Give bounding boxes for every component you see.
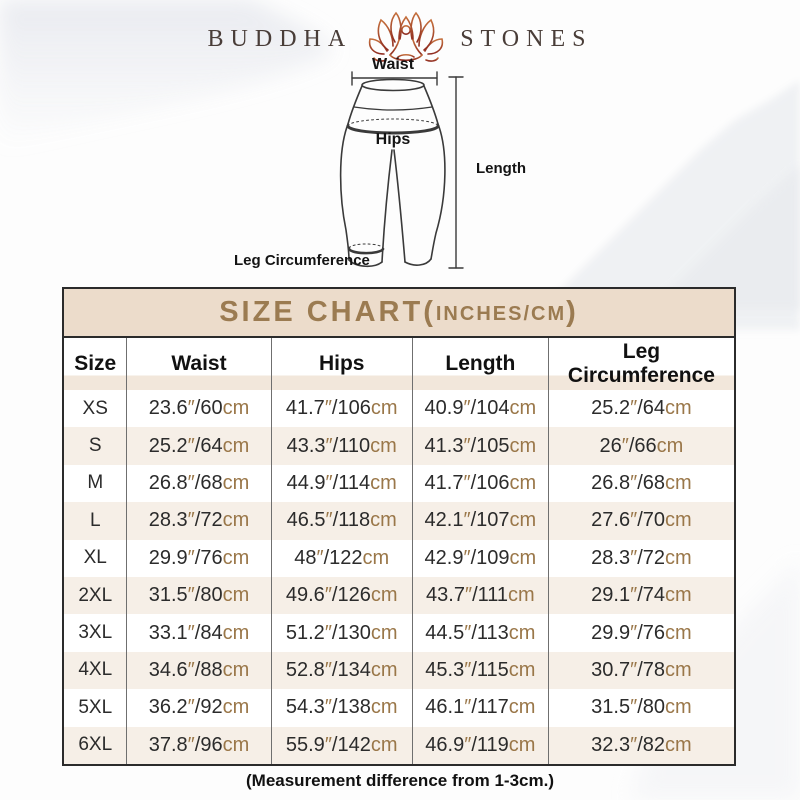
measurement-cell: 29.9″/76cm (548, 614, 734, 651)
measurement-cell: 36.2″/92cm (127, 689, 271, 726)
waist-label: Waist (371, 56, 415, 73)
size-label-cell: 6XL (78, 734, 113, 756)
leg-circumference-label: Leg Circumference (234, 252, 370, 269)
size-label-cell: 2XL (78, 584, 113, 606)
measurement-cell: 26.8″/68cm (127, 465, 271, 502)
measurement-cell: 41.7″/106cm (412, 465, 548, 502)
size-table-row (64, 540, 734, 577)
size-label-cell: 3XL (78, 622, 113, 644)
column-header: Waist (127, 338, 271, 390)
size-table-row (64, 577, 734, 614)
size-chart-title-main: SIZE CHART( (219, 296, 436, 328)
measurement-cell: 49.6″/126cm (271, 577, 412, 614)
measurement-cell: 44.5″/113cm (412, 614, 548, 651)
hips-label: Hips (375, 131, 411, 148)
measurement-cell: 43.3″/110cm (271, 427, 412, 464)
measurement-cell: 34.6″/88cm (127, 652, 271, 689)
size-table-row (64, 427, 734, 464)
measurement-cell: 44.9″/114cm (271, 465, 412, 502)
size-label-cell: S (88, 435, 102, 457)
column-header: Size (64, 338, 127, 390)
size-chart-title (64, 289, 734, 338)
size-table-row (64, 614, 734, 651)
column-header: Length (412, 338, 548, 390)
size-table-row (64, 689, 734, 726)
column-header: Leg Circumference (548, 338, 734, 390)
measurement-cell: 45.3″/115cm (412, 652, 548, 689)
measurement-cell: 33.1″/84cm (127, 614, 271, 651)
measurement-cell: 41.3″/105cm (412, 427, 548, 464)
measurement-cell: 27.6″/70cm (548, 502, 734, 539)
measurement-cell: 46.5″/118cm (271, 502, 412, 539)
measurement-cell: 23.6″/60cm (127, 390, 271, 427)
size-table-row (64, 465, 734, 502)
measurement-cell: 32.3″/82cm (548, 727, 734, 764)
size-table-header-row (64, 338, 734, 390)
measurement-cell: 29.1″/74cm (548, 577, 734, 614)
measurement-diagram (230, 58, 552, 290)
measurement-cell: 26.8″/68cm (548, 465, 734, 502)
size-label-cell: M (87, 472, 104, 494)
size-label-cell: 5XL (78, 696, 113, 718)
measurement-cell: 31.5″/80cm (127, 577, 271, 614)
size-chart-title-close: ) (566, 296, 579, 328)
size-label-cell: L (89, 509, 101, 531)
size-label-cell: 4XL (78, 659, 113, 681)
measurement-cell: 54.3″/138cm (271, 689, 412, 726)
measurement-cell: 51.2″/130cm (271, 614, 412, 651)
size-table-row (64, 652, 734, 689)
size-table-row (64, 502, 734, 539)
size-table-row (64, 390, 734, 427)
measurement-cell: 55.9″/142cm (271, 727, 412, 764)
brand-name-right: STONES (460, 25, 593, 52)
column-header: Hips (271, 338, 412, 390)
size-table-row (64, 727, 734, 764)
measurement-cell: 37.8″/96cm (127, 727, 271, 764)
measurement-cell: 41.7″/106cm (271, 390, 412, 427)
measurement-cell: 25.2″/64cm (548, 390, 734, 427)
measurement-cell: 29.9″/76cm (127, 540, 271, 577)
measurement-cell: 26″/66cm (548, 427, 734, 464)
measurement-footnote: (Measurement difference from 1-3cm.) (246, 771, 554, 790)
length-label: Length (476, 160, 526, 177)
measurement-cell: 46.1″/117cm (412, 689, 548, 726)
size-label-cell: XL (83, 547, 107, 569)
size-label-cell: XS (82, 397, 108, 419)
measurement-cell: 25.2″/64cm (127, 427, 271, 464)
size-chart (62, 287, 736, 766)
size-table (64, 338, 734, 764)
measurement-cell: 28.3″/72cm (127, 502, 271, 539)
measurement-cell: 31.5″/80cm (548, 689, 734, 726)
measurement-cell: 48″/122cm (271, 540, 412, 577)
measurement-cell: 28.3″/72cm (548, 540, 734, 577)
brand-name-left: BUDDHA (207, 25, 353, 52)
measurement-cell: 42.9″/109cm (412, 540, 548, 577)
measurement-cell: 30.7″/78cm (548, 652, 734, 689)
measurement-cell: 42.1″/107cm (412, 502, 548, 539)
measurement-cell: 52.8″/134cm (271, 652, 412, 689)
measurement-cell: 43.7″/111cm (412, 577, 548, 614)
size-chart-title-units: INCHES/CM (435, 303, 567, 325)
measurement-cell: 46.9″/119cm (412, 727, 548, 764)
measurement-cell: 40.9″/104cm (412, 390, 548, 427)
